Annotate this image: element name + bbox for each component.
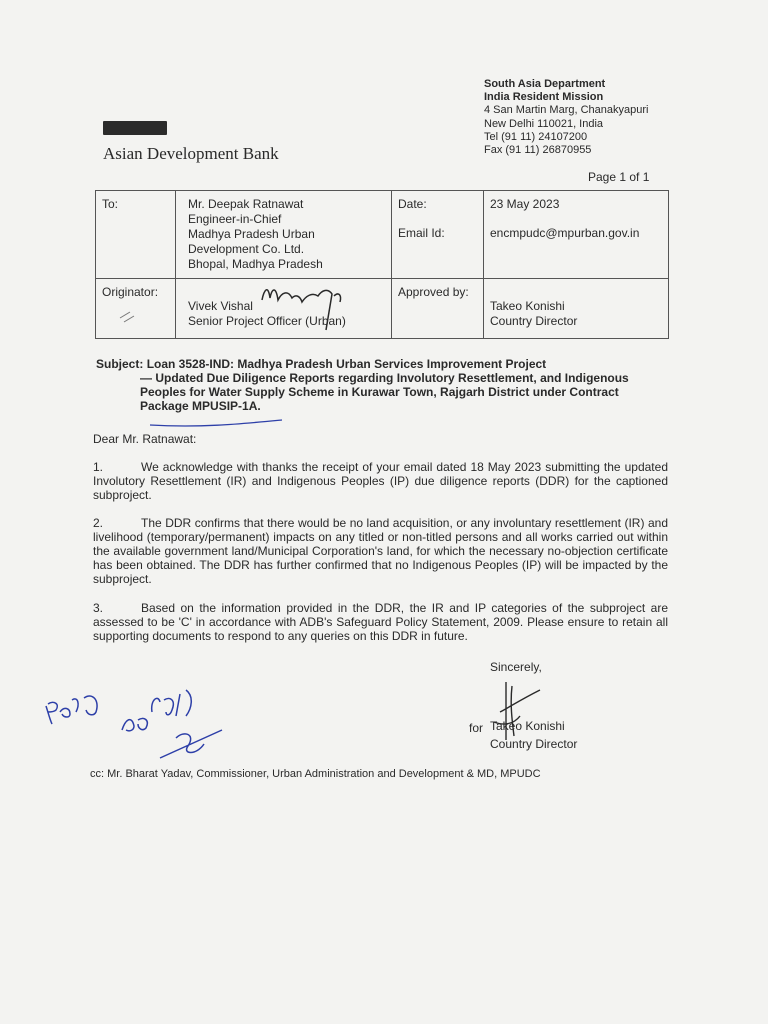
closing: Sincerely, bbox=[490, 660, 542, 674]
paragraph-text: Based on the information provided in the DDR, the IR and IP categories of the subproject are assessed to be 'C' in accordance with ADB's Safeguard Policy Statement, 2009. Please ensure to retain all supporting documents to respond to any queries on this DDR in future. bbox=[93, 601, 668, 643]
to-line: Mr. Deepak Ratnawat bbox=[188, 197, 304, 211]
cc-line: cc: Mr. Bharat Yadav, Commissioner, Urban Administration and Development & MD, MPUDC bbox=[90, 768, 541, 780]
page-number: Page 1 of 1 bbox=[588, 170, 650, 184]
paragraph-number: 2. bbox=[93, 516, 104, 530]
date-value: 23 May 2023 bbox=[490, 197, 560, 211]
to-line: Bhopal, Madhya Pradesh bbox=[188, 257, 323, 271]
subject-line-4: Package MPUSIP-1A. bbox=[140, 399, 261, 413]
email-value: encmpudc@mpurban.gov.in bbox=[490, 226, 640, 240]
initials-mark-icon bbox=[120, 312, 134, 322]
originator-name: Vivek Vishal bbox=[188, 299, 253, 313]
approved-label: Approved by: bbox=[398, 285, 469, 299]
handwritten-note-icon bbox=[46, 696, 97, 724]
subject-line-3: Peoples for Water Supply Scheme in Kurawar Town, Rajgarh District under Contract bbox=[140, 385, 619, 399]
to-line: Engineer-in-Chief bbox=[188, 212, 282, 226]
paragraph-text: The DDR confirms that there would be no land acquisition, or any involuntary resettlement (IR) and livelihood (temporary/permanent) impacts on any titled or non-titled persons and all works carried out within the available government land/Municipal Corporation's land, for which the necessary no-objection certificate has been obtained. The DDR has further confirmed that no Indigenous Peoples (IP) will be impacted by the subproject. bbox=[93, 516, 668, 586]
signatory-name: Takeo Konishi bbox=[490, 719, 565, 733]
date-label: Date: bbox=[398, 197, 427, 211]
originator-label: Originator: bbox=[102, 285, 159, 299]
to-label: To: bbox=[102, 197, 119, 211]
department-name: South Asia Department bbox=[484, 78, 606, 90]
telephone: Tel (91 11) 24107200 bbox=[484, 130, 588, 143]
handwritten-note-icon bbox=[160, 730, 222, 758]
subject-line-2: — Updated Due Diligence Reports regarding Involutory Resettlement, and Indigenous bbox=[140, 371, 629, 385]
to-line: Development Co. Ltd. bbox=[188, 242, 305, 256]
to-line: Madhya Pradesh Urban bbox=[188, 227, 315, 241]
email-label: Email Id: bbox=[398, 226, 445, 240]
bank-name: Asian Development Bank bbox=[103, 144, 279, 163]
paragraph-number: 1. bbox=[93, 460, 104, 474]
mission-name: India Resident Mission bbox=[484, 91, 604, 104]
subject-underline-icon bbox=[150, 420, 282, 426]
approver-title: Country Director bbox=[490, 314, 578, 328]
paragraph-number: 3. bbox=[93, 601, 104, 615]
subject-line-1: Loan 3528-IND: Madhya Pradesh Urban Services Improvement Project bbox=[146, 357, 547, 371]
fax: Fax (91 11) 26870955 bbox=[484, 144, 592, 157]
salutation: Dear Mr. Ratnawat: bbox=[93, 432, 197, 446]
signature-for-label: for bbox=[469, 721, 484, 735]
signatory-title: Country Director bbox=[490, 737, 578, 751]
approver-name: Takeo Konishi bbox=[490, 299, 565, 313]
paragraph-text: We acknowledge with thanks the receipt of your email dated 18 May 2023 submitting the updated Involutory Resettlement (IR) and Indigenous Peoples (IP) due diligence reports (DDR) for the captioned subproject. bbox=[93, 460, 668, 502]
address-line-2: New Delhi 110021, India bbox=[484, 117, 604, 130]
subject-label: Subject: bbox=[96, 357, 144, 371]
handwritten-note-icon bbox=[122, 690, 191, 731]
address-line-1: 4 San Martin Marg, Chanakyapuri bbox=[484, 104, 649, 117]
originator-signature-icon bbox=[262, 290, 341, 330]
originator-title: Senior Project Officer (Urban) bbox=[188, 314, 346, 328]
approver-signature-icon bbox=[494, 682, 540, 740]
